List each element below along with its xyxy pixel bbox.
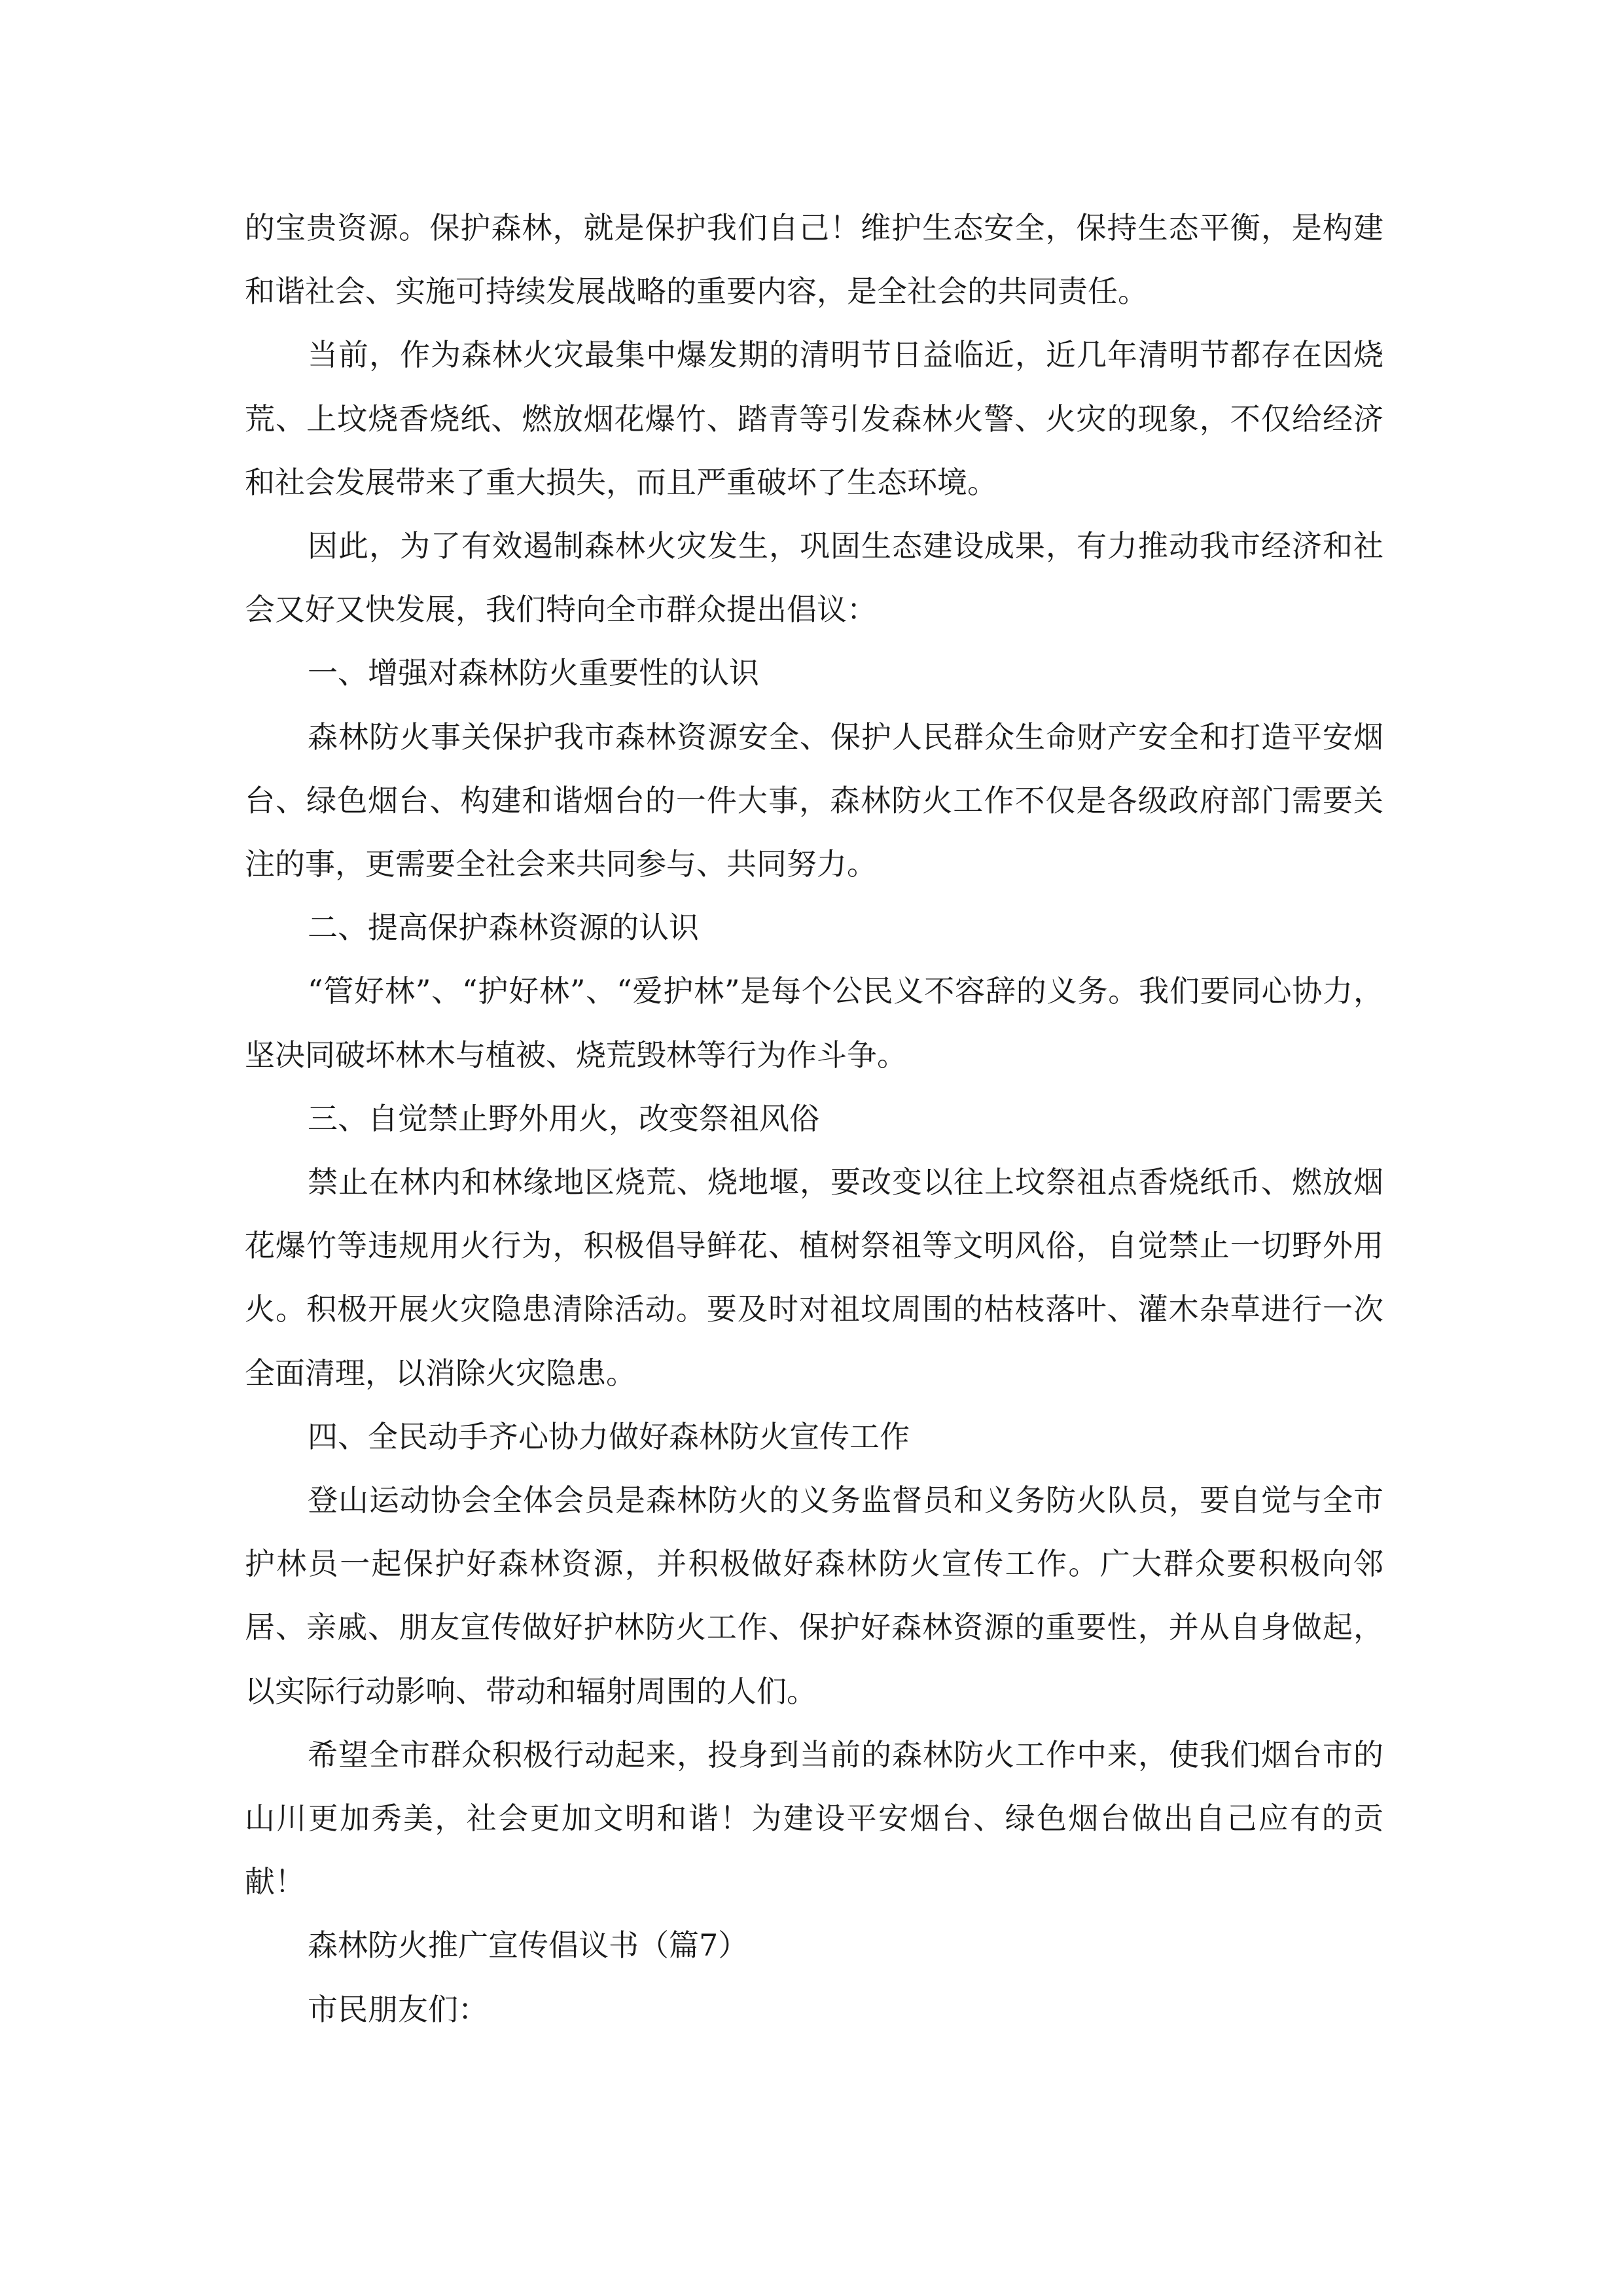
paragraph-section-3: 禁止在林内和林缘地区烧荒、烧地堰，要改变以往上坟祭祖点香烧纸币、燃放烟花爆竹等违规用火行为，积极倡导鲜花、植树祭祖等文明风俗，自觉禁止一切野外用火。积极开展火灾隐患清除活动。要及时对祖坟周围的枯枝落叶、灌木杂草进行一次全面清理，以消除火灾隐患。 [245, 1164, 1383, 1391]
section-heading-2: 二、提高保护森林资源的认识 [308, 910, 699, 946]
section-heading-1: 一、增强对森林防火重要性的认识 [308, 655, 759, 691]
section-heading-4: 四、全民动手齐心协力做好森林防火宣传工作 [308, 1418, 910, 1454]
document-page [245, 196, 1383, 2041]
paragraph-section-1: 森林防火事关保护我市森林资源安全、保护人民群众生命财产安全和打造平安烟台、绿色烟台、构建和谐烟台的一件大事，森林防火工作不仅是各级政府部门需要关注的事，更需要全社会来共同参与、共同努力。 [245, 719, 1383, 882]
paragraph-closing: 希望全市群众积极行动起来，投身到当前的森林防火工作中来，使我们烟台市的山川更加秀美，社会更加文明和谐！为建设平安烟台、绿色烟台做出自己应有的贡献！ [245, 1736, 1383, 1900]
salutation: 市民朋友们： [308, 1991, 488, 2027]
paragraph-continuation: 的宝贵资源。保护森林，就是保护我们自己！维护生态安全，保持生态平衡，是构建和谐社会、实施可持续发展战略的重要内容，是全社会的共同责任。 [245, 210, 1383, 310]
paragraph-proposal-intro: 因此，为了有效遏制森林火灾发生，巩固生态建设成果，有力推动我市经济和社会又好又快发展，我们特向全市群众提出倡议： [245, 528, 1383, 628]
paragraph-section-2: “管好林”、“护好林”、“爱护林”是每个公民义不容辞的义务。我们要同心协力，坚决同破坏林木与植被、烧荒毁林等行为作斗争。 [245, 973, 1383, 1073]
document-title-next: 森林防火推广宣传倡议书（篇7） [308, 1928, 749, 1964]
paragraph-current-situation: 当前，作为森林火灾最集中爆发期的清明节日益临近，近几年清明节都存在因烧荒、上坟烧香烧纸、燃放烟花爆竹、踏青等引发森林火警、火灾的现象，不仅给经济和社会发展带来了重大损失，而且严重破坏了生态环境。 [245, 337, 1383, 500]
section-heading-3: 三、自觉禁止野外用火，改变祭祖风俗 [308, 1100, 819, 1136]
paragraph-section-4: 登山运动协会全体会员是森林防火的义务监督员和义务防火队员，要自觉与全市护林员一起保护好森林资源，并积极做好森林防火宣传工作。广大群众要积极向邻居、亲戚、朋友宣传做好护林防火工作、保护好森林资源的重要性，并从自身做起，以实际行动影响、带动和辐射周围的人们。 [245, 1482, 1383, 1709]
